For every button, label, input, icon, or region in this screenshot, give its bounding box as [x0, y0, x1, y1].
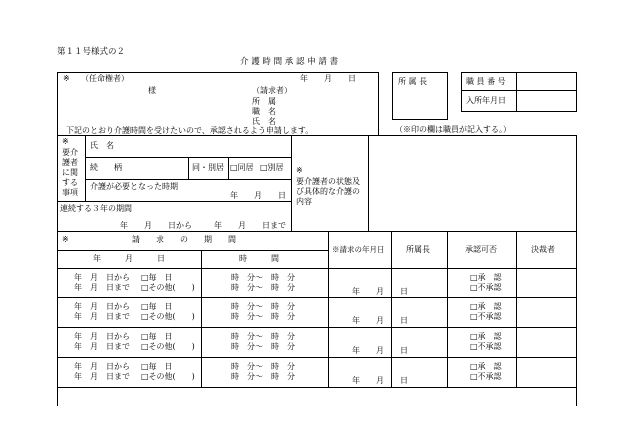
time-range: 時 分～ 時 分 [231, 273, 295, 282]
row-to-date: 年 月 日まで [74, 283, 130, 292]
col-time: 時 間 [239, 254, 279, 263]
staff-no-label: 職 員 番 号 [466, 77, 506, 86]
other-checkbox[interactable]: □その他( ) [141, 283, 195, 292]
disapprove-checkbox[interactable]: □不承認 [470, 283, 502, 292]
daily-checkbox[interactable]: □毎 日 [141, 302, 173, 311]
three-year-to: 年 月 日まで [214, 221, 286, 230]
approve-checkbox[interactable]: □承 認 [470, 362, 502, 371]
time-range: 時 分～ 時 分 [231, 372, 295, 381]
col-ymd: 年 月 日 [93, 254, 165, 263]
appointer-label: （任命権者） [81, 74, 129, 83]
condition-mark: ※ [296, 166, 303, 175]
request-date: 年 月 日 [352, 346, 408, 355]
time-range: 時 分～ 時 分 [231, 342, 295, 351]
join-date-label: 入所年月日 [466, 96, 506, 105]
row-from-date: 年 月 日から [74, 302, 130, 311]
condition-label-2: び具体的な介護の [296, 187, 360, 196]
three-year-from: 年 月 日から [120, 221, 192, 230]
other-checkbox[interactable]: □その他( ) [141, 342, 195, 351]
job-title-label: 職 名 [252, 107, 276, 116]
approve-checkbox[interactable]: □承 認 [470, 273, 502, 282]
daily-checkbox[interactable]: □毎 日 [141, 332, 173, 341]
page-title: 介 護 時 間 承 認 申 請 書 [240, 57, 339, 67]
col-decider: 決裁者 [531, 245, 555, 254]
need-date-label: 介護が必要となった時期 [90, 182, 178, 191]
other-checkbox[interactable]: □その他( ) [141, 372, 195, 381]
disapprove-checkbox[interactable]: □不承認 [470, 372, 502, 381]
row-to-date: 年 月 日まで [74, 312, 130, 321]
application-date: 年 月 日 [300, 74, 356, 83]
row-from-date: 年 月 日から [74, 273, 130, 282]
request-date: 年 月 日 [352, 376, 408, 385]
mark-asterisk: ※ [63, 74, 70, 83]
row-to-date: 年 月 日まで [74, 372, 130, 381]
approve-checkbox[interactable]: □承 認 [470, 332, 502, 341]
chief-label: 所 属 長 [398, 77, 428, 86]
affiliation-label: 所 属 [252, 97, 276, 106]
col-approval: 承認可否 [465, 245, 497, 254]
note-text: （※印の欄は職員が記入する。） [395, 125, 511, 134]
daily-checkbox[interactable]: □毎 日 [141, 273, 173, 282]
sama-label: 様 [148, 86, 156, 95]
approve-checkbox[interactable]: □承 認 [470, 302, 502, 311]
disapprove-checkbox[interactable]: □不承認 [470, 342, 502, 351]
period-mark: ※ [62, 235, 69, 244]
time-range: 時 分～ 時 分 [231, 332, 295, 341]
cohabit-label: 同・別居 [192, 163, 224, 172]
col-request-date: ※請求の年月日 [332, 245, 385, 254]
need-date-value: 年 月 日 [230, 191, 286, 200]
applicant-label: （請求者） [252, 86, 292, 95]
row-from-date: 年 月 日から [74, 332, 130, 341]
three-year-label: 連続する３年の期間 [60, 204, 132, 213]
cohabit-checkbox[interactable]: □同居 [230, 163, 254, 172]
relation-label: 続 柄 [90, 163, 122, 172]
name-label: 氏 名 [252, 117, 276, 126]
request-date: 年 月 日 [352, 287, 408, 296]
condition-label-3: 内容 [296, 197, 312, 206]
col-chief: 所属長 [406, 245, 430, 254]
row-from-date: 年 月 日から [74, 362, 130, 371]
separate-checkbox[interactable]: □別居 [260, 163, 284, 172]
daily-checkbox[interactable]: □毎 日 [141, 362, 173, 371]
period-header: 請 求 の 期 間 [132, 235, 236, 244]
request-date: 年 月 日 [352, 316, 408, 325]
time-range: 時 分～ 時 分 [231, 312, 295, 321]
disapprove-checkbox[interactable]: □不承認 [470, 312, 502, 321]
condition-label-1: 要介護者の状態及 [296, 177, 360, 186]
row-to-date: 年 月 日まで [74, 342, 130, 351]
time-range: 時 分～ 時 分 [231, 362, 295, 371]
care-name-label: 氏 名 [90, 141, 114, 150]
time-range: 時 分～ 時 分 [231, 302, 295, 311]
other-checkbox[interactable]: □その他( ) [141, 312, 195, 321]
request-text: 下記のとおり介護時間を受けたいので、承認されるよう申請します。 [66, 126, 314, 135]
form-number: 第１１号様式の２ [57, 47, 126, 57]
time-range: 時 分～ 時 分 [231, 283, 295, 292]
